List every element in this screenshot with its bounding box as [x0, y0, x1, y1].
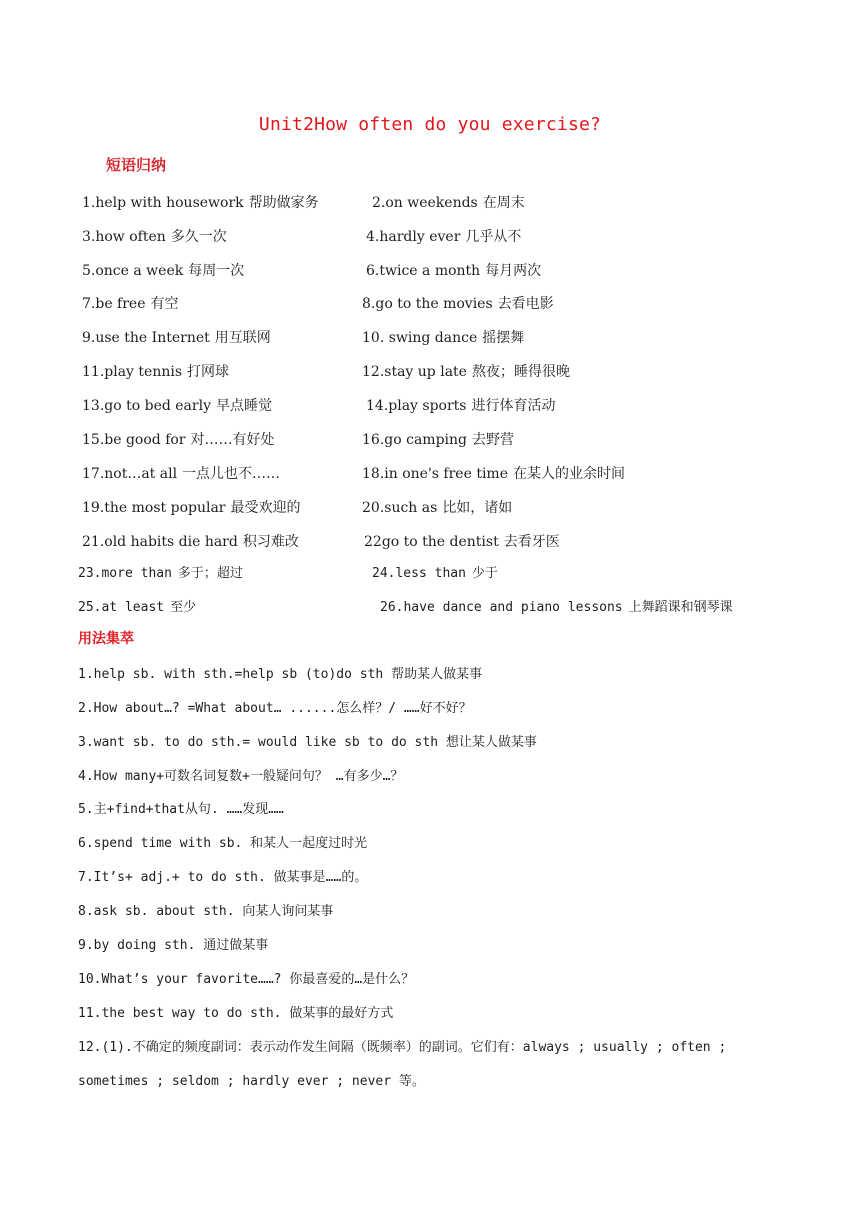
- usage-item: 12.(1).不确定的频度副词：表示动作发生间隔（既频率）的副词。它们有：always ; usually ; often ;: [78, 1040, 727, 1055]
- phrase-zh: 在周末: [482, 195, 525, 211]
- phrase-zh: 摇摆舞: [482, 330, 525, 346]
- phrase-item: [362, 429, 514, 449]
- phrase-item: [380, 596, 733, 615]
- phrase-en: 26.have dance and piano lessons: [380, 600, 623, 615]
- usage-item: 10.What’s your favorite……? 你最喜爱的…是什么？: [78, 972, 415, 987]
- phrase-en: 23.more than: [78, 566, 172, 581]
- phrase-en: 18.in one's free time: [362, 466, 508, 482]
- phrase-en: 12.stay up late: [362, 364, 467, 380]
- phrase-en: 19.the most popular: [82, 500, 226, 516]
- phrase-en: 6.twice a month: [366, 263, 481, 279]
- usage-item: 7.It’s+ adj.+ to do sth. 做某事是……的。: [78, 870, 368, 885]
- phrase-item: [82, 327, 271, 347]
- phrase-item: [82, 497, 301, 517]
- usage-item: 4.How many+可数名词复数+一般疑问句？ …有多少…？: [78, 769, 404, 784]
- phrase-en: 5.once a week: [82, 263, 184, 279]
- phrase-item: [82, 192, 319, 212]
- phrase-en: 24.less than: [372, 566, 466, 581]
- phrase-item: [78, 562, 243, 581]
- phrase-en: 1.help with housework: [82, 195, 244, 211]
- phrase-item: [362, 497, 512, 517]
- phrase-item: [78, 596, 196, 615]
- usage-item: 11.the best way to do sth. 做某事的最好方式: [78, 1006, 394, 1021]
- phrase-item: [82, 395, 272, 415]
- usage-item: 3.want sb. to do sth.= would like sb to do sth 想让某人做某事: [78, 735, 537, 750]
- phrase-en: 21.old habits die hard: [82, 534, 238, 550]
- phrase-zh: 比如，诸如: [442, 500, 513, 516]
- phrase-en: 14.play sports: [366, 398, 467, 414]
- phrase-item: [364, 531, 560, 551]
- phrase-item: [362, 361, 570, 381]
- phrase-zh: 多于；超过: [177, 566, 243, 581]
- phrase-zh: 在某人的业余时间: [512, 466, 625, 482]
- phrase-en: 10. swing dance: [362, 330, 478, 346]
- phrase-en: 7.be free: [82, 296, 146, 312]
- phrase-zh: 多久一次: [170, 229, 227, 245]
- phrase-item: [366, 226, 521, 246]
- phrase-item: [362, 327, 524, 347]
- phrase-en: 8.go to the movies: [362, 296, 493, 312]
- usage-item: sometimes ; seldom ; hardly ever ; never 等。: [78, 1074, 425, 1089]
- phrase-zh: 去看电影: [497, 296, 554, 312]
- phrase-en: 22go to the dentist: [364, 534, 499, 550]
- phrase-item: [362, 293, 554, 313]
- phrase-item: [82, 361, 229, 381]
- usage-item: 2.How about…? =What about… ......怎么样？/ ……好不好？: [78, 701, 472, 716]
- phrase-zh: 对……有好处: [190, 432, 275, 448]
- phrase-zh: 上舞蹈课和钢琴课: [628, 600, 733, 615]
- usage-heading: 用法集萃: [78, 631, 134, 647]
- phrase-zh: 积习难改: [242, 534, 299, 550]
- phrase-en: 15.be good for: [82, 432, 186, 448]
- phrase-item: [82, 293, 179, 313]
- phrase-zh: 少于: [471, 566, 498, 581]
- phrase-item: [362, 463, 625, 483]
- phrase-item: [372, 562, 498, 581]
- usage-item: 9.by doing sth. 通过做某事: [78, 938, 269, 953]
- phrase-zh: 有空: [150, 296, 179, 312]
- phrase-en: 25.at least: [78, 600, 165, 615]
- phrase-en: 17.not…at all: [82, 466, 178, 482]
- phrase-zh: 一点儿也不……: [182, 466, 281, 482]
- usage-item: 8.ask sb. about sth. 向某人询问某事: [78, 904, 334, 919]
- phrase-zh: 进行体育活动: [471, 398, 556, 414]
- phrase-item: [82, 429, 275, 449]
- phrase-item: [366, 395, 556, 415]
- phrase-zh: 帮助做家务: [248, 195, 319, 211]
- phrase-item: [82, 531, 299, 551]
- usage-item: 1.help sb. with sth.=help sb (to)do sth 帮助某人做某事: [78, 667, 483, 682]
- phrase-zh: 每周一次: [188, 263, 245, 279]
- page-title: Unit2How often do you exercise?: [258, 114, 602, 135]
- phrase-zh: 早点睡觉: [215, 398, 272, 414]
- phrase-item: [82, 226, 227, 246]
- phrase-zh: 去看牙医: [503, 534, 560, 550]
- usage-item: 6.spend time with sb. 和某人一起度过时光: [78, 836, 368, 851]
- phrase-item: [82, 463, 280, 483]
- phrase-item: [372, 192, 525, 212]
- phrase-zh: 用互联网: [214, 330, 271, 346]
- phrase-item: [366, 260, 541, 280]
- phrase-en: 16.go camping: [362, 432, 467, 448]
- phrase-zh: 至少: [170, 600, 197, 615]
- phrase-en: 3.how often: [82, 229, 166, 245]
- phrase-en: 9.use the Internet: [82, 330, 210, 346]
- phrase-en: 13.go to bed early: [82, 398, 211, 414]
- phrase-zh: 去野营: [472, 432, 514, 448]
- phrase-item: [82, 260, 244, 280]
- phrase-zh: 每月两次: [485, 263, 542, 279]
- phrase-zh: 最受欢迎的: [230, 500, 301, 516]
- phrases-heading: 短语归纳: [106, 156, 167, 174]
- phrase-zh: 熬夜；睡得很晚: [471, 364, 570, 380]
- phrase-en: 20.such as: [362, 500, 438, 516]
- phrase-en: 4.hardly ever: [366, 229, 461, 245]
- phrase-zh: 打网球: [187, 364, 230, 380]
- phrase-en: 11.play tennis: [82, 364, 183, 380]
- phrase-en: 2.on weekends: [372, 195, 478, 211]
- usage-item: 5.主+find+that从句. ……发现……: [78, 802, 284, 817]
- phrase-zh: 几乎从不: [465, 229, 522, 245]
